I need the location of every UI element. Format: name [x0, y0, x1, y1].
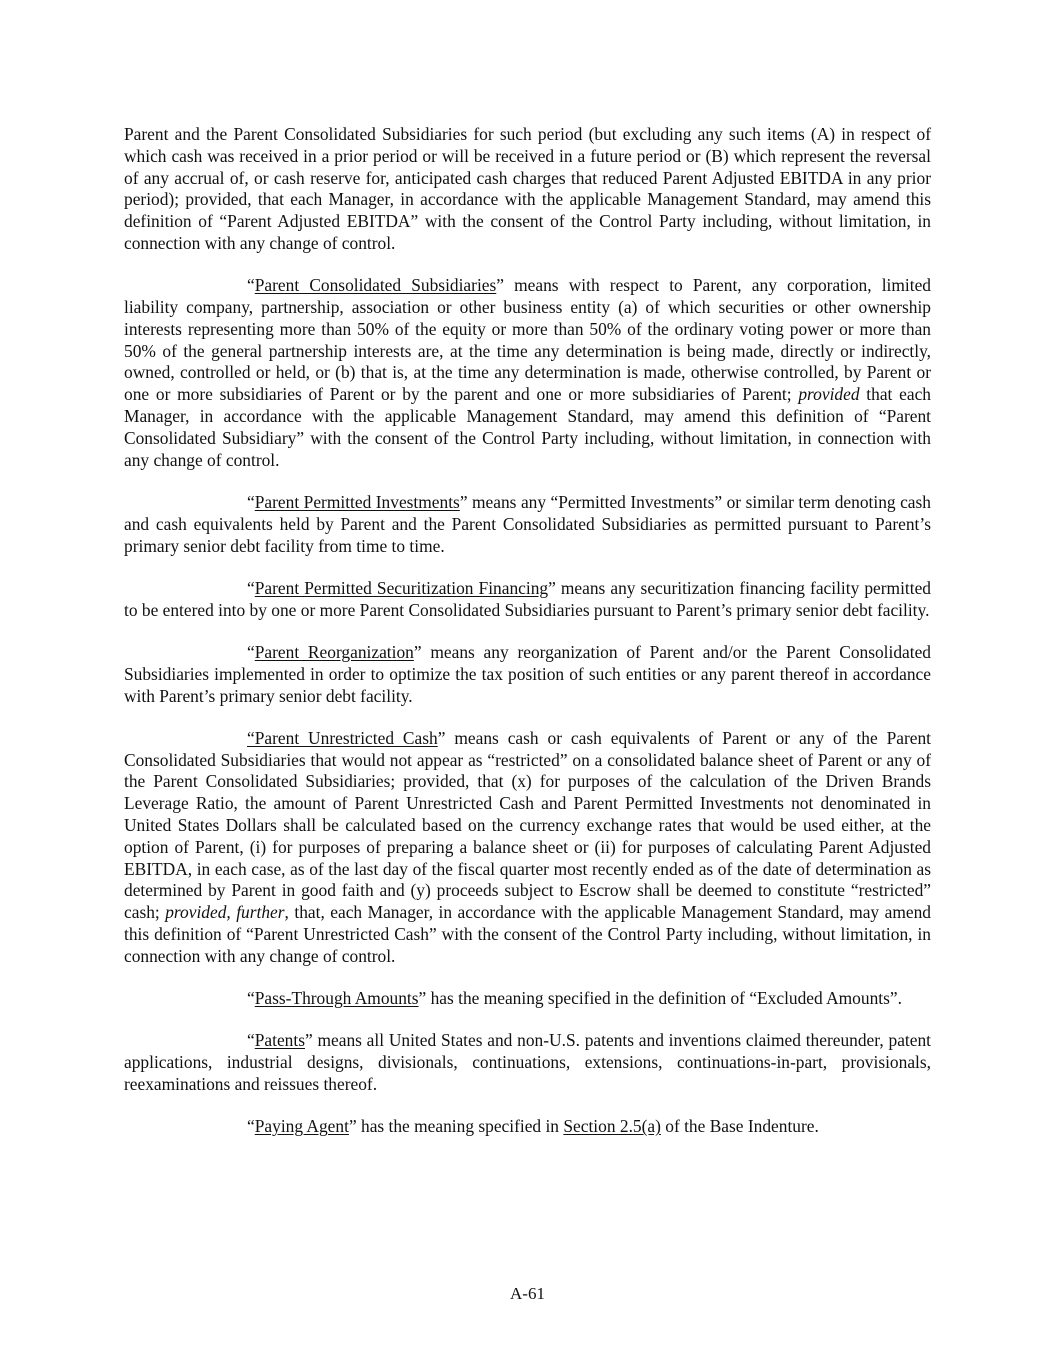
definition-pass-through-amounts	[124, 988, 931, 1010]
open-quote: “	[247, 577, 255, 598]
definition-text: ” means any reorganization of Parent and/or the Parent Consolidated Subsidiaries implemented in order to optimize the tax position of such entities or any parent thereof in accordance with Parent’s primary senior debt facility.	[124, 641, 931, 706]
open-quote: “	[247, 1116, 255, 1137]
open-quote: “	[247, 988, 255, 1009]
open-quote: “	[247, 641, 255, 662]
italic-proviso: provided	[798, 384, 860, 405]
definition-text: ” means all United States and non-U.S. patents and inventions claimed thereunder, patent applications, industrial designs, divisionals, continuations, extensions, continuations-in-part, provisionals, reexaminations and reissues thereof.	[124, 1030, 931, 1094]
defined-term: Parent Reorganization	[254, 641, 414, 662]
definition-paying-agent	[124, 1116, 931, 1138]
defined-term: Parent Permitted Investments	[254, 491, 460, 512]
definition-text: ” means cash or cash equivalents of Parent or any of the Parent Consolidated Subsidiaries that would not appear as “restricted” on a consolidated balance sheet of Parent or any of the Parent Consolidated Subsidiaries; provided, that (x) for purposes of the calculation of the Driven Brands Leverage Ratio, the amount of Parent Unrestricted Cash and Parent Permitted Investments not denominated in United States Dollars shall be calculated based on the currency exchange rates that would be used either, at the option of Parent, (i) for purposes of preparing a balance sheet or (ii) for purposes of calculating Parent Adjusted EBITDA, in each case, as of the last day of the fiscal quarter most recently ended as of the date of determination as determined by Parent in good faith and (y) proceeds subject to Escrow shall be deemed to constitute “restricted” cash;	[124, 727, 931, 923]
definition-parent-permitted-securitization-financing	[124, 578, 931, 622]
definition-text: ” has the meaning specified in the definition of “Excluded Amounts”.	[418, 988, 902, 1009]
defined-term: Pass-Through Amounts	[254, 988, 419, 1009]
definition-parent-permitted-investments	[124, 492, 931, 557]
definition-text: , that, each Manager, in accordance with the applicable Management Standard, may amend this definition of “Parent Unrestricted Cash” with the consent of the Control Party including, without limitation, in connection with any change of control.	[124, 902, 931, 966]
defined-term: Parent Permitted Securitization Financing	[254, 577, 549, 598]
definition-text: that each Manager, in accordance with the applicable Management Standard, may amend this definition of “Parent Consolidated Subsidiary” with the consent of the Control Party including, without limitation, in connection with any change of control.	[124, 384, 932, 470]
definition-text: ” means any securitization financing facility permitted to be entered into by one or more Parent Consolidated Subsidiaries pursuant to Parent’s primary senior debt facility.	[124, 577, 931, 620]
open-quote: “	[247, 275, 255, 296]
definition-parent-reorganization	[124, 642, 931, 707]
definition-parent-unrestricted-cash	[124, 728, 931, 968]
definition-text: ” means any “Permitted Investments” or similar term denoting cash and cash equivalents held by Parent and the Parent Consolidated Subsidiaries as permitted pursuant to Parent’s primary senior debt facility from time to time.	[124, 491, 931, 556]
open-quote: “	[247, 1030, 255, 1051]
defined-term: Paying Agent	[254, 1116, 349, 1137]
defined-term: “Parent Unrestricted Cash	[247, 727, 438, 748]
section-reference: Section 2.5(a)	[563, 1116, 661, 1137]
open-quote: “	[247, 491, 255, 512]
definition-text: ” has the meaning specified in	[348, 1116, 564, 1137]
defined-term: Parent Consolidated Subsidiaries	[254, 275, 497, 296]
paragraph-text: Parent and the Parent Consolidated Subsidiaries for such period (but excluding any such items (A) in respect of which cash was received in a prior period or will be received in a future period or (B) which represent the reversal of any accrual of, or cash reserve for, anticipated cash charges that reduced Parent Adjusted EBITDA in any prior period); provided, that each Manager, in accordance with the applicable Management Standard, may amend this definition of “Parent Adjusted EBITDA” with the consent of the Control Party including, without limitation, in connection with any change of control.	[124, 124, 931, 253]
page-number: A-61	[510, 1284, 545, 1303]
definition-text: ” means with respect to Parent, any corporation, limited liability company, partnership, association or other business entity (a) of which securities or other ownership interests representing more than 50% of the equity or more than 50% of the ordinary voting power or more than 50% of the general partnership interests are, at the time any determination is being made, directly or indirectly, owned, controlled or held, or (b) that is, at the time any determination is made, otherwise controlled, by Parent or one or more subsidiaries of Parent or by the parent and one or more subsidiaries of Parent;	[124, 275, 931, 405]
paragraph-parent-adjusted-ebitda-cont	[124, 124, 931, 255]
definition-parent-consolidated-subsidiaries	[124, 275, 931, 471]
italic-proviso: provided, further	[165, 902, 285, 923]
definition-text: of the Base Indenture.	[660, 1116, 819, 1137]
definition-patents	[124, 1030, 931, 1095]
defined-term: Patents	[254, 1030, 305, 1051]
document-body	[124, 124, 931, 1159]
